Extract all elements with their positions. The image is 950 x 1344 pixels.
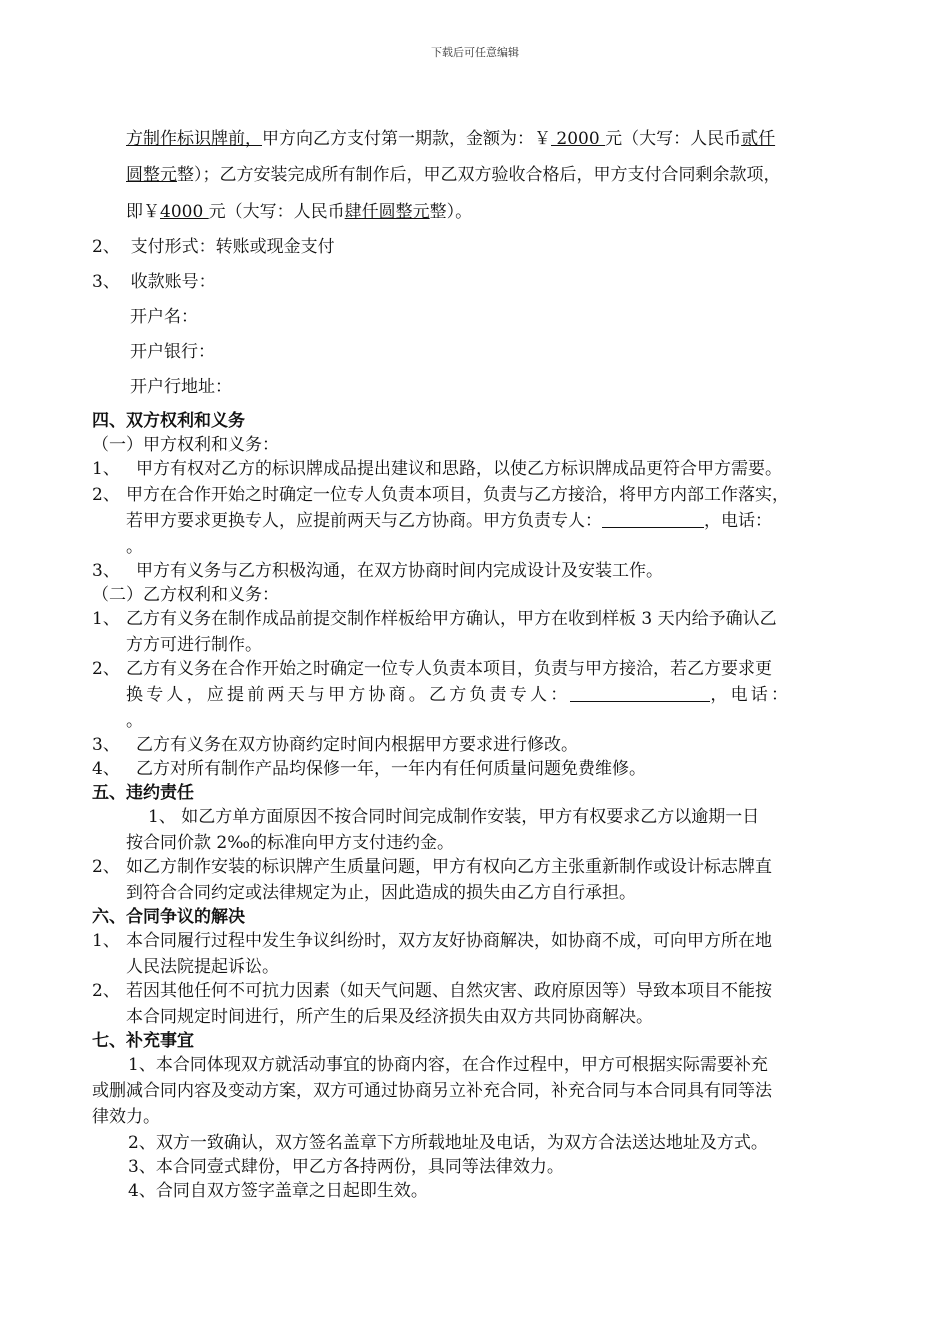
payment-line-2 (126, 164, 781, 186)
s4-b2-line-1: 乙方有义务在合作开始之时确定一位专人负责本项目，负责与甲方接洽，若乙方要求更 (126, 659, 772, 679)
s6-p2-line-2: 本合同规定时间进行，所产生的后果及经济损失由双方共同协商解决。 (126, 1007, 653, 1027)
account-name: 开户名： (130, 307, 198, 327)
s4-b2-line-3: 。 (126, 711, 143, 731)
account-address: 开户行地址： (130, 377, 232, 397)
payment-item-2 (92, 236, 335, 258)
section-5-title: 五、违约责任 (92, 783, 194, 803)
payment-line-1 (126, 128, 775, 150)
item-number: 4、 (92, 759, 120, 779)
payment-first-currency: 元（大写：人民币 (605, 129, 742, 149)
s4-a2-line-1: 甲方在合作开始之时确定一位专人负责本项目，负责与乙方接洽，将甲方内部工作落实， (126, 485, 789, 505)
s4-b2-line-2-text (126, 684, 791, 706)
payment-second-currency: 元（大写：人民币 (208, 202, 345, 222)
payment-second-words: 肆仟圆整元 (344, 202, 430, 222)
section-4-title: 四、双方权利和义务 (92, 411, 245, 431)
payment-second-end: 整）。 (429, 202, 473, 222)
s4-a1 (92, 458, 782, 480)
s6-p2-line-1: 若因其他任何不可抗力因素（如天气问题、自然灾害、政府原因等）导致本项目不能按 (126, 981, 772, 1001)
payment-remaining: 整）；乙方安装完成所有制作后，甲乙双方验收合格后，甲方支付合同剩余款项， (177, 165, 781, 185)
s7-p3: 3、本合同壹式肆份，甲乙方各持两份，具同等法律效力。 (128, 1157, 564, 1177)
s4-b1-line-2: 方方可进行制作。 (126, 635, 262, 655)
item-number: 3、 (92, 735, 120, 755)
s4-b1-num: 1、 (92, 609, 120, 629)
s4-b1-line-1: 乙方有义务在制作成品前提交制作样板给甲方确认，甲方在收到样板 3 天内给予确认乙 (126, 609, 777, 629)
s4-a1-text: 甲方有权对乙方的标识牌成品提出建议和思路，以使乙方标识牌成品更符合甲方需要。 (136, 459, 783, 479)
section-4-sub-2: （二）乙方权利和义务： (92, 585, 279, 605)
s4-a2-num: 2、 (92, 485, 120, 505)
item-number: 1、 (92, 459, 120, 479)
section-6-title: 六、合同争议的解决 (92, 907, 245, 927)
s5-p1-line-2: 按合同价款 2‰的标准向甲方支付违约金。 (126, 833, 455, 853)
s4-a2-contact-label: 若甲方要求更换专人，应提前两天与乙方协商。甲方负责专人： (126, 511, 602, 531)
s5-p2-line-1: 如乙方制作安装的标识牌产生质量问题，甲方有权向乙方主张重新制作或设计标志牌直 (126, 857, 772, 877)
item-number: 2、 (92, 237, 120, 257)
s6-p1-num: 1、 (92, 931, 120, 951)
payment-first-words-cont: 圆整元 (126, 165, 177, 185)
s4-a2-line-2-text (126, 510, 772, 532)
s4-b4-text: 乙方对所有制作产品均保修一年，一年内有任何质量问题免费维修。 (136, 759, 647, 779)
s4-b3-text: 乙方有义务在双方协商约定时间内根据甲方要求进行修改。 (136, 735, 579, 755)
payment-prefix: 方制作标识牌前， (126, 129, 262, 149)
s7-p1-line-3: 律效力。 (92, 1107, 160, 1127)
s4-b4 (92, 758, 646, 780)
s4-b2-num: 2、 (92, 659, 120, 679)
s4-a2-line-3: 。 (126, 537, 143, 557)
s6-p1-line-1: 本合同履行过程中发生争议纠纷时，双方友好协商解决，如协商不成，可向甲方所在地 (126, 931, 772, 951)
payment-first-amount: 2000 (551, 129, 606, 149)
payment-first-installment: 甲方向乙方支付第一期款，金额为：￥ (262, 129, 551, 149)
s4-a2-line-2 (126, 510, 866, 532)
payment-second-amount: 4000 (160, 202, 209, 222)
s4-b3 (92, 734, 578, 756)
contact-person-blank[interactable] (602, 510, 704, 528)
s7-p4: 4、合同自双方签字盖章之日起即生效。 (128, 1181, 428, 1201)
account-bank: 开户银行： (130, 342, 215, 362)
s4-a3-text: 甲方有义务与乙方积极沟通，在双方协商时间内完成设计及安装工作。 (136, 561, 664, 581)
payment-line-3 (126, 201, 472, 223)
payment-item-3 (92, 271, 216, 293)
s4-a3 (92, 560, 663, 582)
page-header-note: 下载后可任意编辑 (431, 46, 519, 59)
s7-p1-line-2: 或删减合同内容及变动方案，双方可通过协商另立补充合同，补充合同与本合同具有同等法 (92, 1081, 772, 1101)
payment-second-prefix: 即￥ (126, 202, 160, 222)
s4-b2-phone-label: ，电话： (710, 685, 792, 705)
s5-p2-num: 2、 (92, 857, 120, 877)
s5-p2-line-2: 到符合合同约定或法律规定为止，因此造成的损失由乙方自行承担。 (126, 883, 636, 903)
s7-p2: 2、双方一致确认，双方签名盖章下方所载地址及电话，为双方合法送达地址及方式。 (128, 1133, 768, 1153)
s6-p1-line-2: 人民法院提起诉讼。 (126, 957, 279, 977)
contact-person-blank[interactable] (570, 684, 710, 702)
s4-a2-phone-label: ，电话： (704, 511, 772, 531)
s4-b2-contact-label: 换专人，应提前两天与甲方协商。乙方负责专人： (126, 685, 571, 705)
item-number: 3、 (92, 561, 120, 581)
section-7-title: 七、补充事宜 (92, 1031, 194, 1051)
payment-first-words: 贰仟 (741, 129, 776, 149)
s7-p1-line-1: 1、本合同体现双方就活动事宜的协商内容，在合作过程中，甲方可根据实际需要补充 (128, 1055, 768, 1075)
item-number: 3、 (92, 272, 120, 292)
section-4-sub-1: （一）甲方权利和义务： (92, 435, 279, 455)
s6-p2-num: 2、 (92, 981, 120, 1001)
s5-p1-line-1: 1、 如乙方单方面原因不按合同时间完成制作安装，甲方有权要求乙方以逾期一日 (148, 807, 760, 827)
payment-method: 支付形式：转账或现金支付 (130, 237, 335, 257)
s4-b2-line-2 (126, 684, 859, 706)
account-label: 收款账号： (130, 272, 216, 292)
